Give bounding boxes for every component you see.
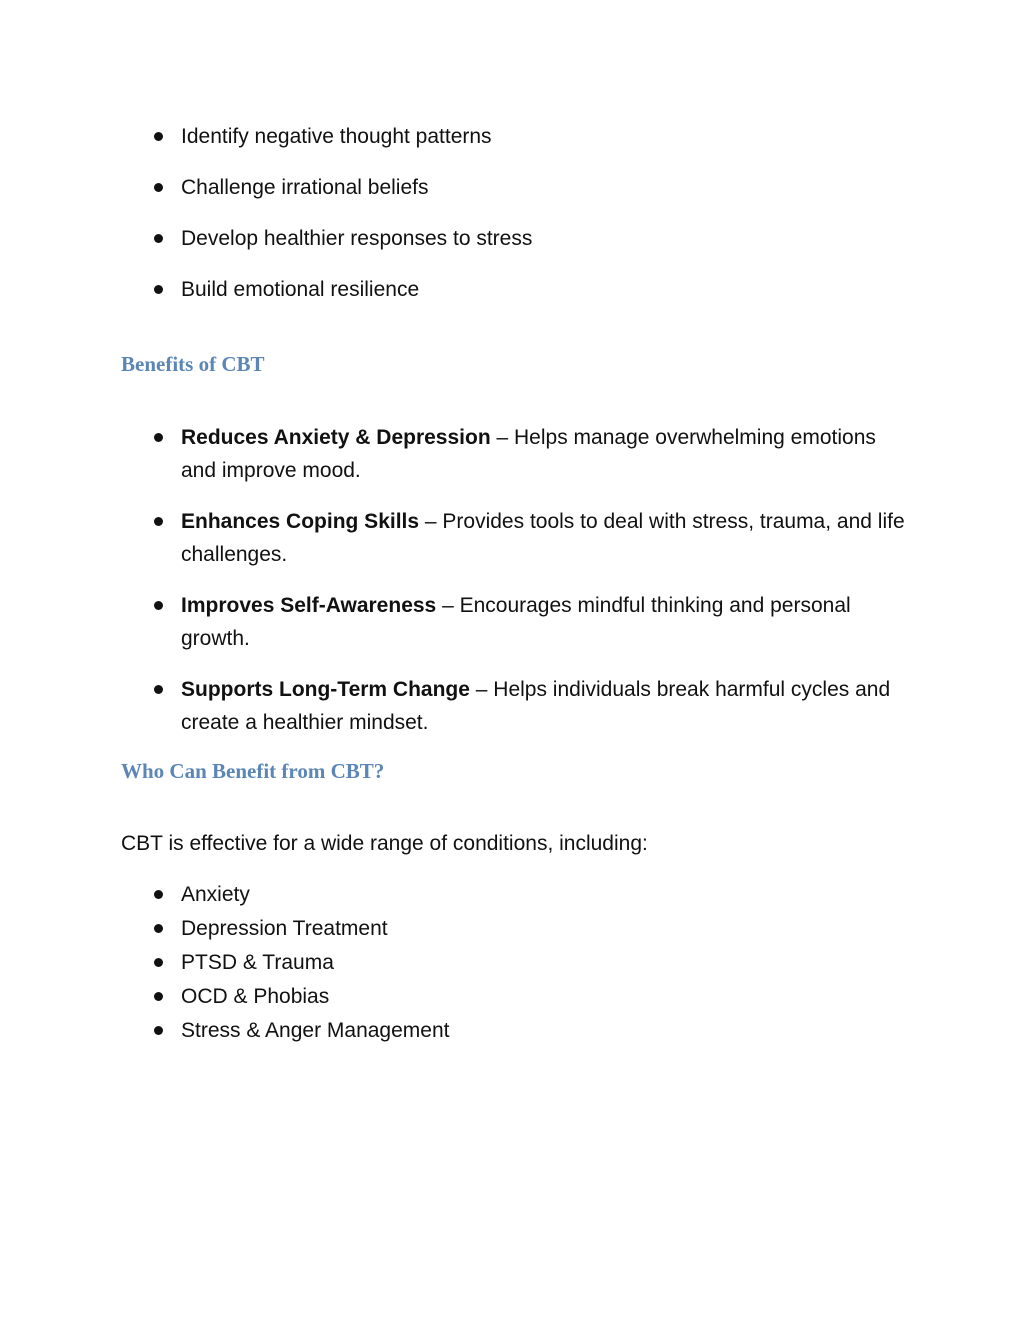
benefit-title: Supports Long-Term Change bbox=[181, 678, 470, 701]
bullet-icon bbox=[154, 924, 163, 933]
conditions-intro-paragraph: CBT is effective for a wide range of conditions, including: bbox=[121, 832, 648, 855]
benefit-title: Improves Self-Awareness bbox=[181, 594, 437, 617]
benefit-description: – Encourages mindful thinking and personal growth. bbox=[181, 594, 851, 650]
benefit-description: – Helps individuals break harmful cycles and create a healthier mindset. bbox=[181, 678, 891, 734]
list-item bbox=[0, 673, 1024, 739]
bullet-icon bbox=[154, 433, 163, 442]
list-item-text: Challenge irrational beliefs bbox=[181, 176, 429, 199]
list-item bbox=[0, 273, 1024, 306]
list-item bbox=[0, 222, 1024, 255]
list-item bbox=[0, 505, 1024, 571]
bullet-icon bbox=[154, 685, 163, 694]
list-item bbox=[0, 912, 1024, 946]
bullet-icon bbox=[154, 601, 163, 610]
list-item-text: Build emotional resilience bbox=[181, 278, 420, 301]
list-item bbox=[0, 421, 1024, 487]
list-item bbox=[0, 980, 1024, 1014]
bullet-icon bbox=[154, 890, 163, 899]
list-item-text: PTSD & Trauma bbox=[181, 951, 334, 974]
list-item bbox=[0, 1014, 1024, 1048]
list-item bbox=[0, 120, 1024, 153]
list-item-text: OCD & Phobias bbox=[181, 985, 330, 1008]
benefits-bullet-list bbox=[0, 421, 1024, 757]
list-item-text: Depression Treatment bbox=[181, 917, 388, 940]
who-can-benefit-heading: Who Can Benefit from CBT? bbox=[121, 759, 385, 783]
bullet-icon bbox=[154, 132, 163, 141]
bullet-icon bbox=[154, 1026, 163, 1035]
bullet-icon bbox=[154, 958, 163, 967]
list-item-text: Identify negative thought patterns bbox=[181, 125, 492, 148]
list-item bbox=[0, 171, 1024, 204]
bullet-icon bbox=[154, 992, 163, 1001]
benefit-title: Reduces Anxiety & Depression bbox=[181, 426, 491, 449]
list-item bbox=[0, 878, 1024, 912]
bullet-icon bbox=[154, 183, 163, 192]
bullet-icon bbox=[154, 517, 163, 526]
benefit-title: Enhances Coping Skills bbox=[181, 510, 420, 533]
benefits-heading: Benefits of CBT bbox=[121, 352, 265, 376]
list-item bbox=[0, 589, 1024, 655]
intro-bullet-list bbox=[0, 120, 1024, 324]
conditions-bullet-list bbox=[0, 878, 1024, 1048]
benefit-description: – Helps manage overwhelming emotions and improve mood. bbox=[181, 426, 876, 482]
bullet-icon bbox=[154, 234, 163, 243]
bullet-icon bbox=[154, 285, 163, 294]
list-item-text: Stress & Anger Management bbox=[181, 1019, 450, 1042]
benefit-description: – Provides tools to deal with stress, trauma, and life challenges. bbox=[181, 510, 905, 566]
list-item bbox=[0, 946, 1024, 980]
list-item-text: Anxiety bbox=[181, 883, 250, 906]
list-item-text: Develop healthier responses to stress bbox=[181, 227, 533, 250]
